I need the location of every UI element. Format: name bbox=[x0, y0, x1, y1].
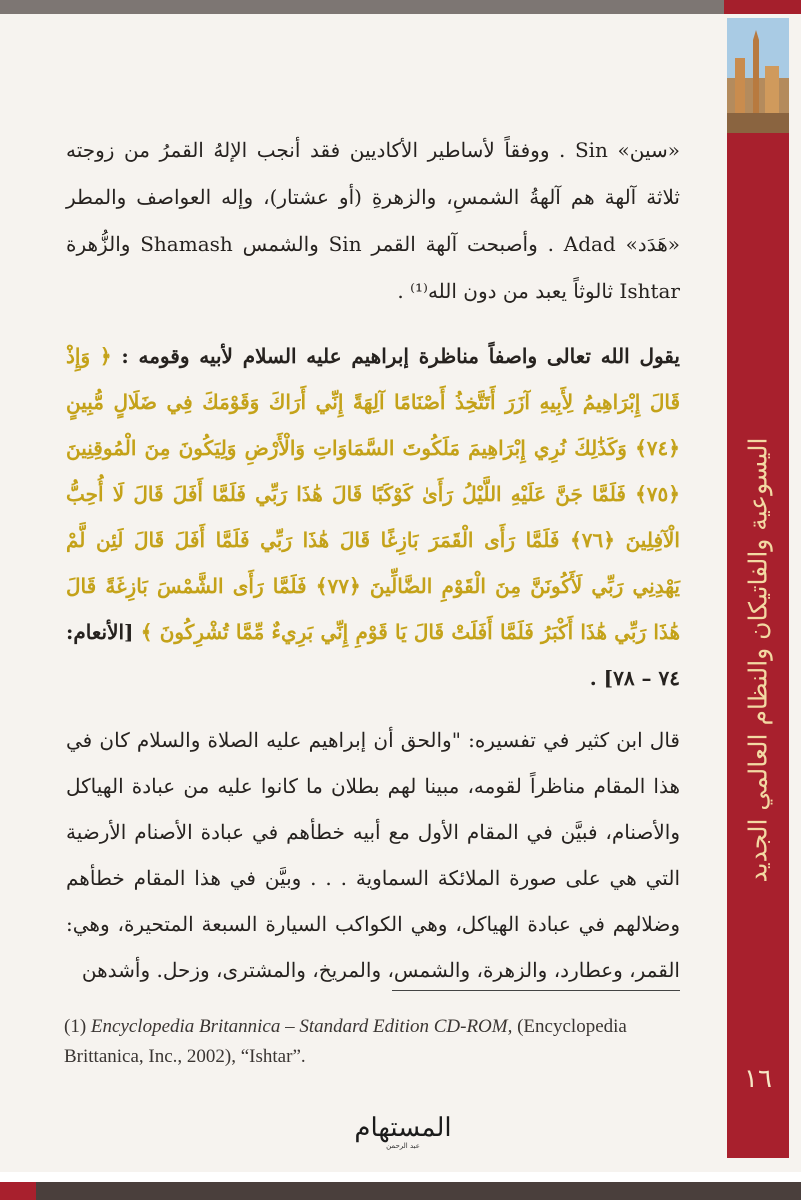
publisher-logo bbox=[354, 1108, 452, 1154]
top-frame bbox=[0, 0, 801, 14]
quran-block bbox=[66, 333, 680, 701]
page-number: ١٦ bbox=[744, 1064, 772, 1094]
top-frame-accent bbox=[724, 0, 801, 14]
footnote-marker: (1) bbox=[64, 1016, 87, 1037]
bottom-frame-strip bbox=[0, 1182, 801, 1200]
logo-text: المستهام bbox=[354, 1113, 452, 1143]
header-photo bbox=[727, 18, 789, 133]
book-title: اليسوعية والفاتيكان والنظام العالمي الجديد bbox=[743, 437, 773, 883]
quran-intro: يقول الله تعالى واصفاً مناظرة إبراهيم عليه السلام لأبيه وقومه : bbox=[121, 344, 680, 368]
paragraph-2: قال ابن كثير في تفسيره: "والحق أن إبراهيم عليه الصلاة والسلام كان في هذا المقام مناظراً لقومه، مبينا لهم بطلان ما كانوا عليه من عبادة الهياكل والأصنام، فبيَّن في المقام الأول مع أبيه خطأهم في عبادة الأصنام الأرضية التي هي على صورة الملائكة السماوية . . . وبيَّن في هذا المقام خطأهم وضلالهم في عبادة الهياكل، وهي الكواكب السيارة السبعة المتحيرة، وهي: القمر، وعطارد، والزهرة، والشمس، والمريخ، والمشترى، وزحل. وأشدهن bbox=[66, 728, 680, 982]
footnote-divider bbox=[392, 990, 680, 991]
footnote-title: Encyclopedia Britannica – Standard Edition CD-ROM, bbox=[90, 1016, 513, 1037]
footnote-rest: (Encyclopedia Brittanica, Inc., 2002), “Ishtar”. bbox=[64, 1016, 627, 1067]
logo-subtext: عبد الرحمن bbox=[386, 1142, 420, 1150]
quran-reference: [الأنعام: ٧٤ – ٧٨] . bbox=[66, 620, 680, 690]
bottom-frame-accent bbox=[0, 1182, 36, 1200]
quran-verses: ﴿ وَإِذْ قَالَ إِبْرَاهِيمُ لِأَبِيهِ آزَرَ أَتَتَّخِذُ أَصْنَامًا آلِهَةً إِنِّي أَرَاكَ وَقَوْمَكَ فِي ضَلَالٍ مُّبِينٍ ﴿٧٤﴾ وَكَذَٰلِكَ نُرِي إِبْرَاهِيمَ مَلَكُوتَ السَّمَاوَاتِ وَالْأَرْضِ وَلِيَكُونَ مِنَ الْمُوقِنِينَ ﴿٧٥﴾ فَلَمَّا جَنَّ عَلَيْهِ اللَّيْلُ رَأَىٰ كَوْكَبًا قَالَ هَٰذَا رَبِّي فَلَمَّا أَفَلَ قَالَ لَا أُحِبُّ الْآفِلِينَ ﴿٧٦﴾ فَلَمَّا رَأَى الْقَمَرَ بَازِغًا قَالَ هَٰذَا رَبِّي فَلَمَّا أَفَلَ قَالَ لَئِن لَّمْ يَهْدِنِي رَبِّي لَأَكُونَنَّ مِنَ الْقَوْمِ الضَّالِّينَ ﴿٧٧﴾ فَلَمَّا رَأَى الشَّمْسَ بَازِغَةً قَالَ هَٰذَا رَبِّي هَٰذَا أَكْبَرُ فَلَمَّا أَفَلَتْ قَالَ يَا قَوْمِ إِنِّي بَرِيءٌ مِّمَّا تُشْرِكُونَ ﴾ bbox=[66, 344, 681, 644]
paragraph-1: «سين» Sin . ووفقاً لأساطير الأكاديين فقد أنجب الإلهُ القمرُ من زوجته ثلاثة آلهة هم آلهةُ الشمسِ، والزهرةِ (أو عشتار)، وإله العواصف والمطر «هَدَد» Adad . وأصبحت آلهة القمر Sin والشمس Shamash والزُّهرة Ishtar ثالوثاً يعبد من دون الله⁽¹⁾ . bbox=[66, 138, 680, 303]
body-text bbox=[66, 127, 680, 993]
footnote bbox=[64, 1012, 684, 1072]
